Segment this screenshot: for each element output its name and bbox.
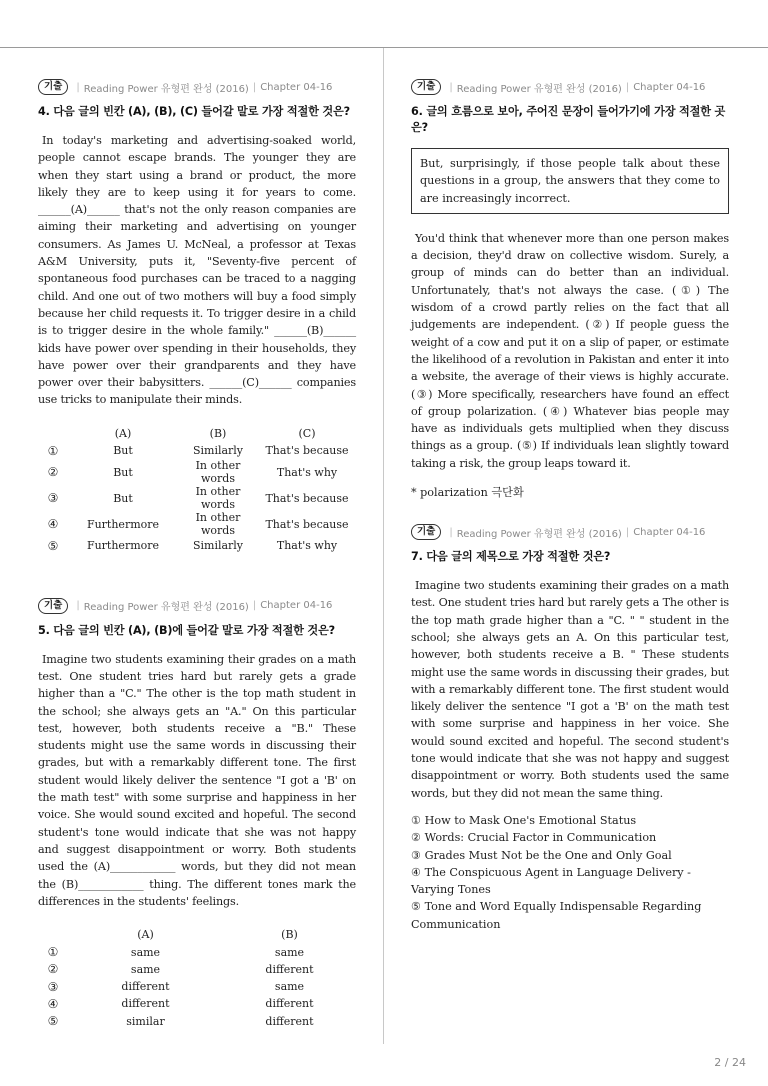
option-number: ①	[47, 945, 59, 960]
option-b: Similarly	[192, 539, 244, 553]
option-a: But	[113, 465, 133, 479]
exam-badge: 기출	[411, 524, 441, 540]
question-6-passage: You'd think that whenever more than one person makes a decision, they'd draw on collective wisdom. Surely, a group of minds can do better than an individual. Unfortunately, that's not always the case. (①) The wisdom of a crowd partly relies on the fact that all judgements are independent. (②) If people guess the weight of a cow and put it on a slip of paper, or estimate the likelihood of a revolution in Pakistan and enter it into a website, the average of their views is highly accurate. (③) More specifically, researchers have found an effect of group polarization. (④) Whatever bias people may have as individuals gets multiplied when they discuss things as a group. (⑤) If individuals lean slightly toward taking a risk, the group leaps toward it.	[411, 231, 729, 470]
question-5-tag-row	[38, 597, 356, 615]
separator: |	[252, 81, 257, 93]
question-5	[38, 597, 356, 1030]
question-6	[411, 78, 729, 501]
source-label: Reading Power 유형편 완성 (2016)	[83, 83, 249, 95]
right-column	[411, 78, 729, 933]
source-label: Reading Power 유형편 완성 (2016)	[83, 602, 249, 614]
option-b: In other words	[195, 459, 241, 486]
question-5-options-table	[38, 926, 356, 1030]
separator: |	[252, 600, 257, 612]
option-c: That's because	[265, 444, 349, 458]
option-a: But	[113, 491, 133, 505]
option-row[interactable]	[38, 978, 356, 995]
option-a: Furthermore	[86, 539, 160, 553]
source-label: Reading Power 유형편 완성 (2016)	[456, 528, 622, 540]
option-row[interactable]	[38, 442, 356, 459]
option-c: That's because	[265, 517, 349, 531]
question-4	[38, 78, 356, 555]
option-a: same	[130, 945, 161, 959]
option-row[interactable]	[38, 511, 356, 537]
question-6-tag-row	[411, 78, 729, 96]
option-number: ④	[47, 517, 59, 532]
option-b: same	[274, 945, 305, 959]
option-number: ⑤	[47, 538, 59, 553]
option-a: different	[121, 980, 170, 994]
options-header-row	[38, 425, 356, 442]
exam-badge: 기출	[38, 598, 68, 614]
separator: |	[76, 81, 80, 93]
header-b: (B)	[281, 928, 298, 942]
option-a: But	[113, 444, 133, 458]
option-a: different	[121, 997, 170, 1011]
separator: |	[76, 600, 80, 612]
choice-item[interactable]: ① How to Mask One's Emotional Status	[411, 813, 637, 827]
separator: |	[449, 81, 453, 93]
question-7-passage: Imagine two students examining their grades on a math test. One student tries hard but rarely gets a The other is the top math grade higher than a "C. " " student in the school; she always gets an A. On this particular test, however, both students receive a B. " These students might use the same words in discussing their grades, but with a remarkably different tone. The first student would likely deliver the sentence "I got a 'B' on the math test with some surprise and happiness in her voice. She would sound excited and hopeful. The second student's tone would indicate that she was not happy and suggest disappointment or worry. Both students used the same words, but they did not mean the same thing.	[411, 579, 729, 800]
option-a: Furthermore	[86, 517, 160, 531]
header-a: (A)	[137, 928, 154, 942]
option-b: different	[265, 997, 314, 1011]
choice-item[interactable]: ③ Grades Must Not be the One and Only Goal	[411, 848, 672, 862]
separator: |	[625, 526, 630, 538]
option-a: same	[130, 962, 161, 976]
option-number: ②	[47, 962, 59, 977]
exam-badge: 기출	[38, 79, 68, 95]
question-5-title: 5. 다음 글의 빈칸 (A), (B)에 들어갈 말로 가장 적절한 것은?	[38, 623, 335, 637]
option-b: Similarly	[192, 444, 244, 458]
option-c: That's why	[276, 539, 338, 553]
option-row[interactable]	[38, 995, 356, 1012]
option-b: same	[274, 980, 305, 994]
source-label: Reading Power 유형편 완성 (2016)	[456, 83, 622, 95]
option-number: ③	[47, 491, 59, 506]
question-4-options-table	[38, 425, 356, 555]
header-a: (A)	[114, 426, 132, 440]
separator: |	[625, 81, 630, 93]
option-number: ④	[47, 996, 59, 1011]
chapter-label: Chapter 04-16	[260, 81, 333, 93]
vocab-note: * polarization 극단화	[411, 486, 524, 500]
question-4-title: 4. 다음 글의 빈칸 (A), (B), (C) 들어갈 말로 가장 적절한 것은?	[38, 105, 350, 118]
question-7-tag-row	[411, 523, 729, 541]
option-b: different	[265, 962, 314, 976]
option-row[interactable]	[38, 485, 356, 511]
option-number: ①	[47, 443, 59, 458]
question-4-passage: In today's marketing and advertising-soaked world, people cannot escape brands. The younger they are when they start using a brand or product, the more likely they are to keep using it for years to come. ______(A)______ that's not the only reason companies are aiming their marketing and advertising on younger consumers. As James U. McNeal, a professor at Texas A&M University, puts it, "Seventy-five percent of spontaneous food purchases can be traced to a nagging child. And one out of two mothers will buy a food simply because her child requests it. To trigger desire in a child is to trigger desire in the whole family." ______(B)______ kids have power over spending in their households, they have power over their grandparents and they have power over their babysitters. ______(C)______ companies use tricks to manipulate their minds.	[38, 134, 356, 407]
choice-item[interactable]: ② Words: Crucial Factor in Communication	[411, 831, 657, 845]
option-a: similar	[126, 1014, 165, 1028]
choice-item[interactable]: ⑤ Tone and Word Equally Indispensable Regarding Communication	[411, 900, 702, 931]
option-row[interactable]	[38, 459, 356, 485]
question-5-passage: Imagine two students examining their grades on a math test. One student tries hard but rarely gets a grade higher than a "C." The other is the top math student in the school; she always gets an "A." On this particular test, however, both students receive a "B." These students might use the same words in discussing their grades, but with a remarkably different tone. The first student would likely deliver the sentence "I got a 'B' on the math test" with some surprise and happiness in her voice. She would sound excited and hopeful. The second student's tone would indicate that she was not happy and suggest disappointment or worry. Both students used the (A)____________ words, but they did not mean the (B)____________ thing. The different tones mark the differences in the students' feelings.	[38, 652, 356, 908]
question-6-title: 6. 글의 흐름으로 보아, 주어진 문장이 들어가기에 가장 적절한 곳은?	[411, 105, 726, 134]
separator: |	[449, 526, 453, 538]
header-b: (B)	[209, 426, 227, 440]
header-rule	[0, 47, 768, 48]
page-number: 2 / 24	[714, 1056, 746, 1069]
header-c: (C)	[298, 426, 316, 440]
question-7-choices	[411, 812, 729, 933]
option-row[interactable]	[38, 943, 356, 960]
option-row[interactable]	[38, 961, 356, 978]
chapter-label: Chapter 04-16	[633, 81, 706, 93]
option-row[interactable]	[38, 1013, 356, 1030]
question-7	[411, 523, 729, 933]
question-4-tag-row	[38, 78, 356, 96]
given-sentence-box: But, surprisingly, if those people talk about these questions in a group, the answers that they come to are increasingly incorrect.	[411, 148, 729, 214]
option-row[interactable]	[38, 537, 356, 554]
option-c: That's why	[276, 465, 338, 479]
exam-badge: 기출	[411, 79, 441, 95]
option-b: different	[265, 1014, 314, 1028]
chapter-label: Chapter 04-16	[633, 526, 706, 538]
option-number: ②	[47, 465, 59, 480]
options-header-row	[38, 926, 356, 943]
option-number: ③	[47, 979, 59, 994]
column-divider	[383, 48, 384, 1044]
option-b: In other words	[195, 511, 241, 538]
option-b: In other words	[195, 485, 241, 512]
choice-item[interactable]: ④ The Conspicuous Agent in Language Delivery - Varying Tones	[411, 865, 691, 897]
chapter-label: Chapter 04-16	[260, 600, 333, 612]
option-number: ⑤	[47, 1014, 59, 1029]
option-c: That's because	[265, 491, 349, 505]
left-column	[38, 78, 356, 1030]
question-7-title: 7. 다음 글의 제목으로 가장 적절한 것은?	[411, 550, 611, 564]
